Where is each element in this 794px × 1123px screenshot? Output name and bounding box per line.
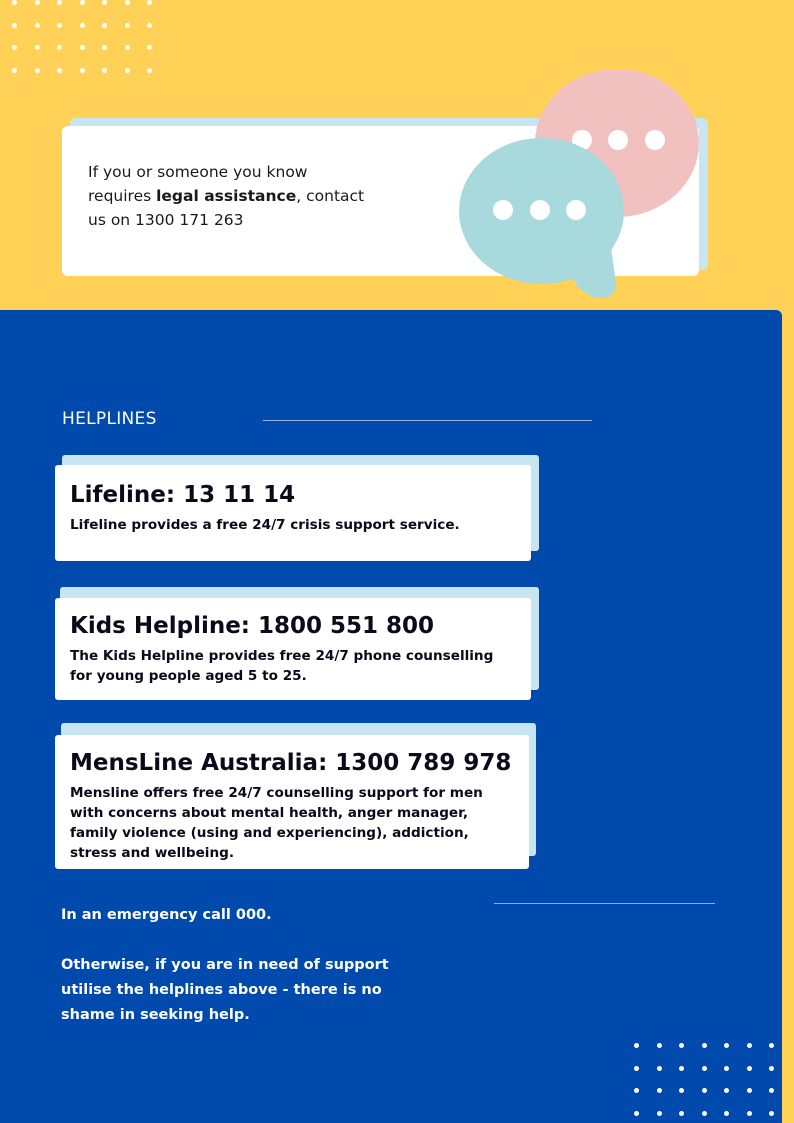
pattern-dot bbox=[125, 68, 130, 73]
right-yellow-strip bbox=[782, 310, 794, 1123]
pattern-dot bbox=[769, 1088, 774, 1093]
pattern-dot bbox=[80, 45, 85, 50]
pattern-dot bbox=[12, 0, 17, 5]
pattern-dot bbox=[657, 1066, 662, 1071]
pattern-dot bbox=[102, 45, 107, 50]
kids-helpline-description bbox=[70, 646, 520, 686]
pattern-dot bbox=[747, 1111, 752, 1116]
pattern-dot bbox=[702, 1088, 707, 1093]
legal-line-2-bold: legal assistance bbox=[156, 187, 297, 205]
pattern-dot bbox=[102, 23, 107, 28]
pattern-dot bbox=[35, 68, 40, 73]
pattern-dot bbox=[657, 1043, 662, 1048]
helplines-heading: HELPLINES bbox=[62, 409, 157, 429]
mensline-desc-line-2: with concerns about mental health, anger manager, bbox=[70, 805, 469, 821]
pattern-dot bbox=[747, 1043, 752, 1048]
legal-text bbox=[88, 160, 388, 232]
pattern-dot bbox=[679, 1043, 684, 1048]
pattern-dot bbox=[125, 23, 130, 28]
pattern-dot bbox=[724, 1043, 729, 1048]
lifeline-card bbox=[55, 465, 531, 561]
pattern-dot bbox=[57, 23, 62, 28]
pattern-dot bbox=[634, 1066, 639, 1071]
heading-divider bbox=[263, 420, 592, 421]
kids-desc-line-2: for young people aged 5 to 25. bbox=[70, 668, 307, 684]
mensline-desc-line-3: family violence (using and experiencing), addiction, bbox=[70, 825, 469, 841]
pattern-dot bbox=[702, 1066, 707, 1071]
support-line-1: Otherwise, if you are in need of support bbox=[61, 957, 389, 973]
pattern-dot bbox=[657, 1088, 662, 1093]
pattern-dot bbox=[125, 0, 130, 5]
support-text bbox=[61, 953, 421, 1028]
mensline-desc-line-1: Mensline offers free 24/7 counselling support for men bbox=[70, 785, 483, 801]
pattern-dot bbox=[80, 0, 85, 5]
legal-line-3: us on 1300 171 263 bbox=[88, 211, 244, 229]
pattern-dot bbox=[147, 68, 152, 73]
mensline-description bbox=[70, 783, 520, 863]
support-line-3: shame in seeking help. bbox=[61, 1007, 250, 1023]
pattern-dot bbox=[147, 23, 152, 28]
pattern-dot bbox=[702, 1043, 707, 1048]
pattern-dot bbox=[769, 1066, 774, 1071]
pattern-dot bbox=[634, 1111, 639, 1116]
pattern-dot bbox=[12, 45, 17, 50]
pattern-dot bbox=[679, 1111, 684, 1116]
pattern-dot bbox=[12, 68, 17, 73]
mensline-desc-line-4: stress and wellbeing. bbox=[70, 845, 235, 861]
pattern-dot bbox=[769, 1111, 774, 1116]
pattern-dot bbox=[35, 23, 40, 28]
pattern-dot bbox=[57, 68, 62, 73]
pattern-dot bbox=[679, 1088, 684, 1093]
pattern-dot bbox=[102, 68, 107, 73]
pattern-dot bbox=[724, 1066, 729, 1071]
pattern-dot bbox=[12, 23, 17, 28]
kids-helpline-title: Kids Helpline: 1800 551 800 bbox=[70, 613, 435, 639]
pattern-dot bbox=[125, 45, 130, 50]
bottom-divider bbox=[494, 903, 715, 904]
emergency-text: In an emergency call 000. bbox=[61, 907, 272, 923]
support-line-2: utilise the helplines above - there is no bbox=[61, 982, 382, 998]
pattern-dot bbox=[702, 1111, 707, 1116]
lifeline-title: Lifeline: 13 11 14 bbox=[70, 482, 296, 508]
legal-line-2-start: requires bbox=[88, 187, 157, 205]
pattern-dot bbox=[35, 0, 40, 5]
pattern-dot bbox=[747, 1088, 752, 1093]
pattern-dot bbox=[747, 1066, 752, 1071]
pattern-dot bbox=[80, 68, 85, 73]
pattern-dot bbox=[634, 1043, 639, 1048]
pattern-dot bbox=[147, 0, 152, 5]
kids-desc-line-1: The Kids Helpline provides free 24/7 phone counselling bbox=[70, 648, 494, 664]
pattern-dot bbox=[724, 1088, 729, 1093]
pattern-dot bbox=[80, 23, 85, 28]
pattern-dot bbox=[57, 45, 62, 50]
lifeline-desc-line-1: Lifeline provides a free 24/7 crisis support service. bbox=[70, 517, 460, 533]
pattern-dot bbox=[147, 45, 152, 50]
pattern-dot bbox=[657, 1111, 662, 1116]
pattern-dot bbox=[679, 1066, 684, 1071]
lifeline-description bbox=[70, 515, 520, 535]
pattern-dot bbox=[769, 1043, 774, 1048]
pattern-dot bbox=[57, 0, 62, 5]
mensline-title: MensLine Australia: 1300 789 978 bbox=[70, 750, 512, 776]
pattern-dot bbox=[634, 1088, 639, 1093]
pattern-dot bbox=[724, 1111, 729, 1116]
pattern-dot bbox=[102, 0, 107, 5]
legal-line-2 bbox=[88, 184, 388, 208]
pattern-dot bbox=[35, 45, 40, 50]
legal-line-2-end: , contact bbox=[296, 187, 365, 205]
legal-line-1: If you or someone you know bbox=[88, 163, 308, 181]
